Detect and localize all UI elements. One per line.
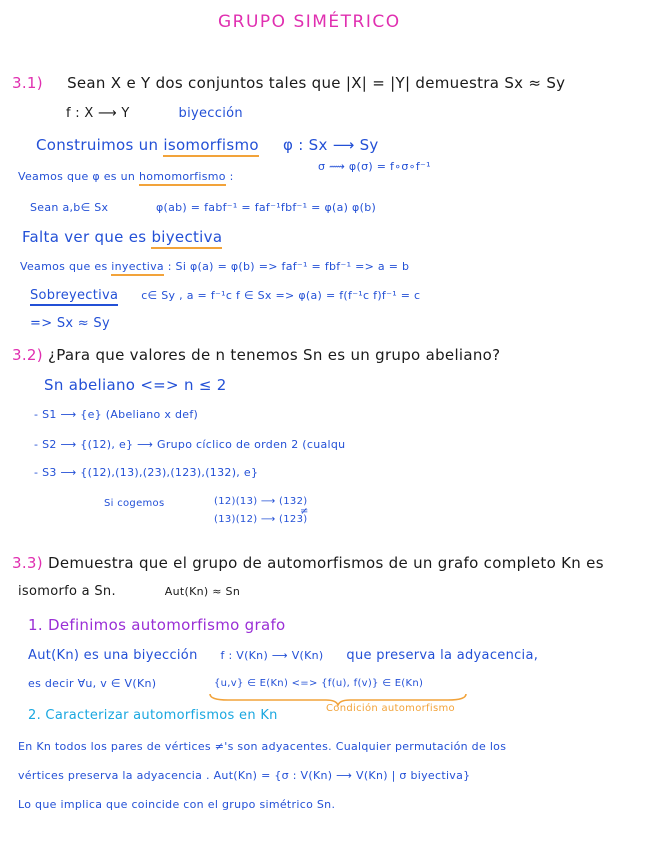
aut-definition-line: [28, 648, 538, 663]
exercise-question: ¿Para que valores de n tenemos Sn es un grupo abeliano?: [48, 346, 501, 364]
phi-definition: φ : Sx ⟶ Sy: [282, 136, 379, 154]
colon: :: [229, 170, 234, 183]
paragraph-line-1: En Kn todos los pares de vértices ≠'s son adyacentes. Cualquier permutación de los: [18, 740, 507, 753]
s3-line: - S3 ⟶ {(12),(13),(23),(123),(132), e}: [34, 466, 259, 479]
aut-def-intro: Aut(Kn) es una biyección: [28, 648, 198, 663]
step-1: 1. Definimos automorfismo grafo: [28, 616, 286, 634]
aut-isomorphism: Aut(Kn) ≈ Sn: [164, 585, 241, 598]
injective-equation: : Si φ(a) = φ(b) => faf⁻¹ = fbf⁻¹ => a = b: [167, 260, 410, 273]
paragraph-line-3: Lo que implica que coincide con el grupo simétrico Sn.: [18, 798, 336, 811]
bijection-label: biyección: [178, 106, 243, 121]
aut-def-preserves: que preserva la adyacencia,: [346, 648, 539, 663]
exercise-number: 3.2): [12, 346, 43, 364]
page-title: GRUPO SIMÉTRICO: [218, 12, 401, 32]
paragraph-line-2: vértices preserva la adyacencia . Aut(Kn) = {σ : V(Kn) ⟶ V(Kn) | σ biyectiva}: [18, 769, 471, 782]
s1-line: - S1 ⟶ {e} (Abeliano x def): [34, 408, 199, 421]
product-1: (12)(13) ⟶ (132): [214, 496, 308, 507]
surjective-equation: c∈ Sy , a = f⁻¹c f ∈ Sx => φ(a) = f(f⁻¹c f)f⁻¹ = c: [141, 289, 421, 302]
conclusion-3-1: => Sx ≈ Sy: [30, 316, 110, 331]
step-2: 2. Caracterizar automorfismos en Kn: [28, 708, 278, 723]
falta-text: Falta ver que es: [22, 228, 147, 246]
phi-ab-line: [30, 201, 376, 214]
automorphism-condition: {u,v} ∈ E(Kn) <=> {f(u), f(v)} ∈ E(Kn): [214, 678, 424, 689]
surjective-line: [30, 288, 420, 303]
exercise-3-2-line: [12, 346, 500, 364]
condition-label: Condición automorfismo: [326, 703, 455, 714]
injective-word: inyectiva: [111, 260, 164, 276]
es-decir: es decir ∀u, v ∈ V(Kn): [28, 677, 157, 690]
si-cogemos: Si cogemos: [104, 498, 165, 509]
exercise-3-3-line: [12, 554, 604, 572]
exercise-3-3-line2: [18, 584, 240, 599]
sean-text: Sean a,b∈ Sx: [30, 201, 109, 214]
bijection-line: [66, 106, 243, 121]
bijective-word: biyectiva: [151, 228, 222, 249]
exercise-statement-2: isomorfo a Sn.: [18, 584, 116, 599]
exercise-statement: Sean X e Y dos conjuntos tales que |X| = |Y| demuestra Sx ≈ Sy: [67, 74, 566, 92]
homomorphism-line: [18, 170, 234, 183]
exercise-number: 3.3): [12, 554, 43, 572]
injective-line: [20, 260, 409, 273]
injective-intro: Veamos que es: [20, 260, 108, 273]
homomorphism-intro: Veamos que φ es un: [18, 170, 136, 183]
phi-map: σ ⟿ φ(σ) = f∘σ∘f⁻¹: [318, 160, 431, 173]
aut-def-map: f : V(Kn) ⟶ V(Kn): [220, 649, 324, 662]
surjective-word: Sobreyectiva: [30, 288, 118, 306]
construct-text: Construimos un: [36, 136, 159, 154]
construct-line: [36, 136, 379, 154]
exercise-number: 3.1): [12, 74, 43, 92]
exercise-statement: Demuestra que el grupo de automorfismos de un grafo completo Kn es: [48, 554, 604, 572]
s2-line: - S2 ⟶ {(12), e} ⟶ Grupo cíclico de orden 2 (cualqu: [34, 438, 346, 451]
homomorphism-word: homomorfismo: [139, 170, 226, 186]
product-2: (13)(12) ⟶ (123): [214, 514, 308, 525]
abelian-answer: Sn abeliano <=> n ≤ 2: [44, 376, 227, 394]
bijective-line: [22, 228, 222, 246]
not-equal-sign: ≠: [300, 506, 309, 517]
isomorphism-word: isomorfismo: [163, 136, 258, 157]
exercise-3-1-line: [12, 74, 565, 92]
phi-ab-equation: φ(ab) = fabf⁻¹ = faf⁻¹fbf⁻¹ = φ(a) φ(b): [155, 201, 377, 214]
f-definition: f : X ⟶ Y: [66, 106, 130, 121]
